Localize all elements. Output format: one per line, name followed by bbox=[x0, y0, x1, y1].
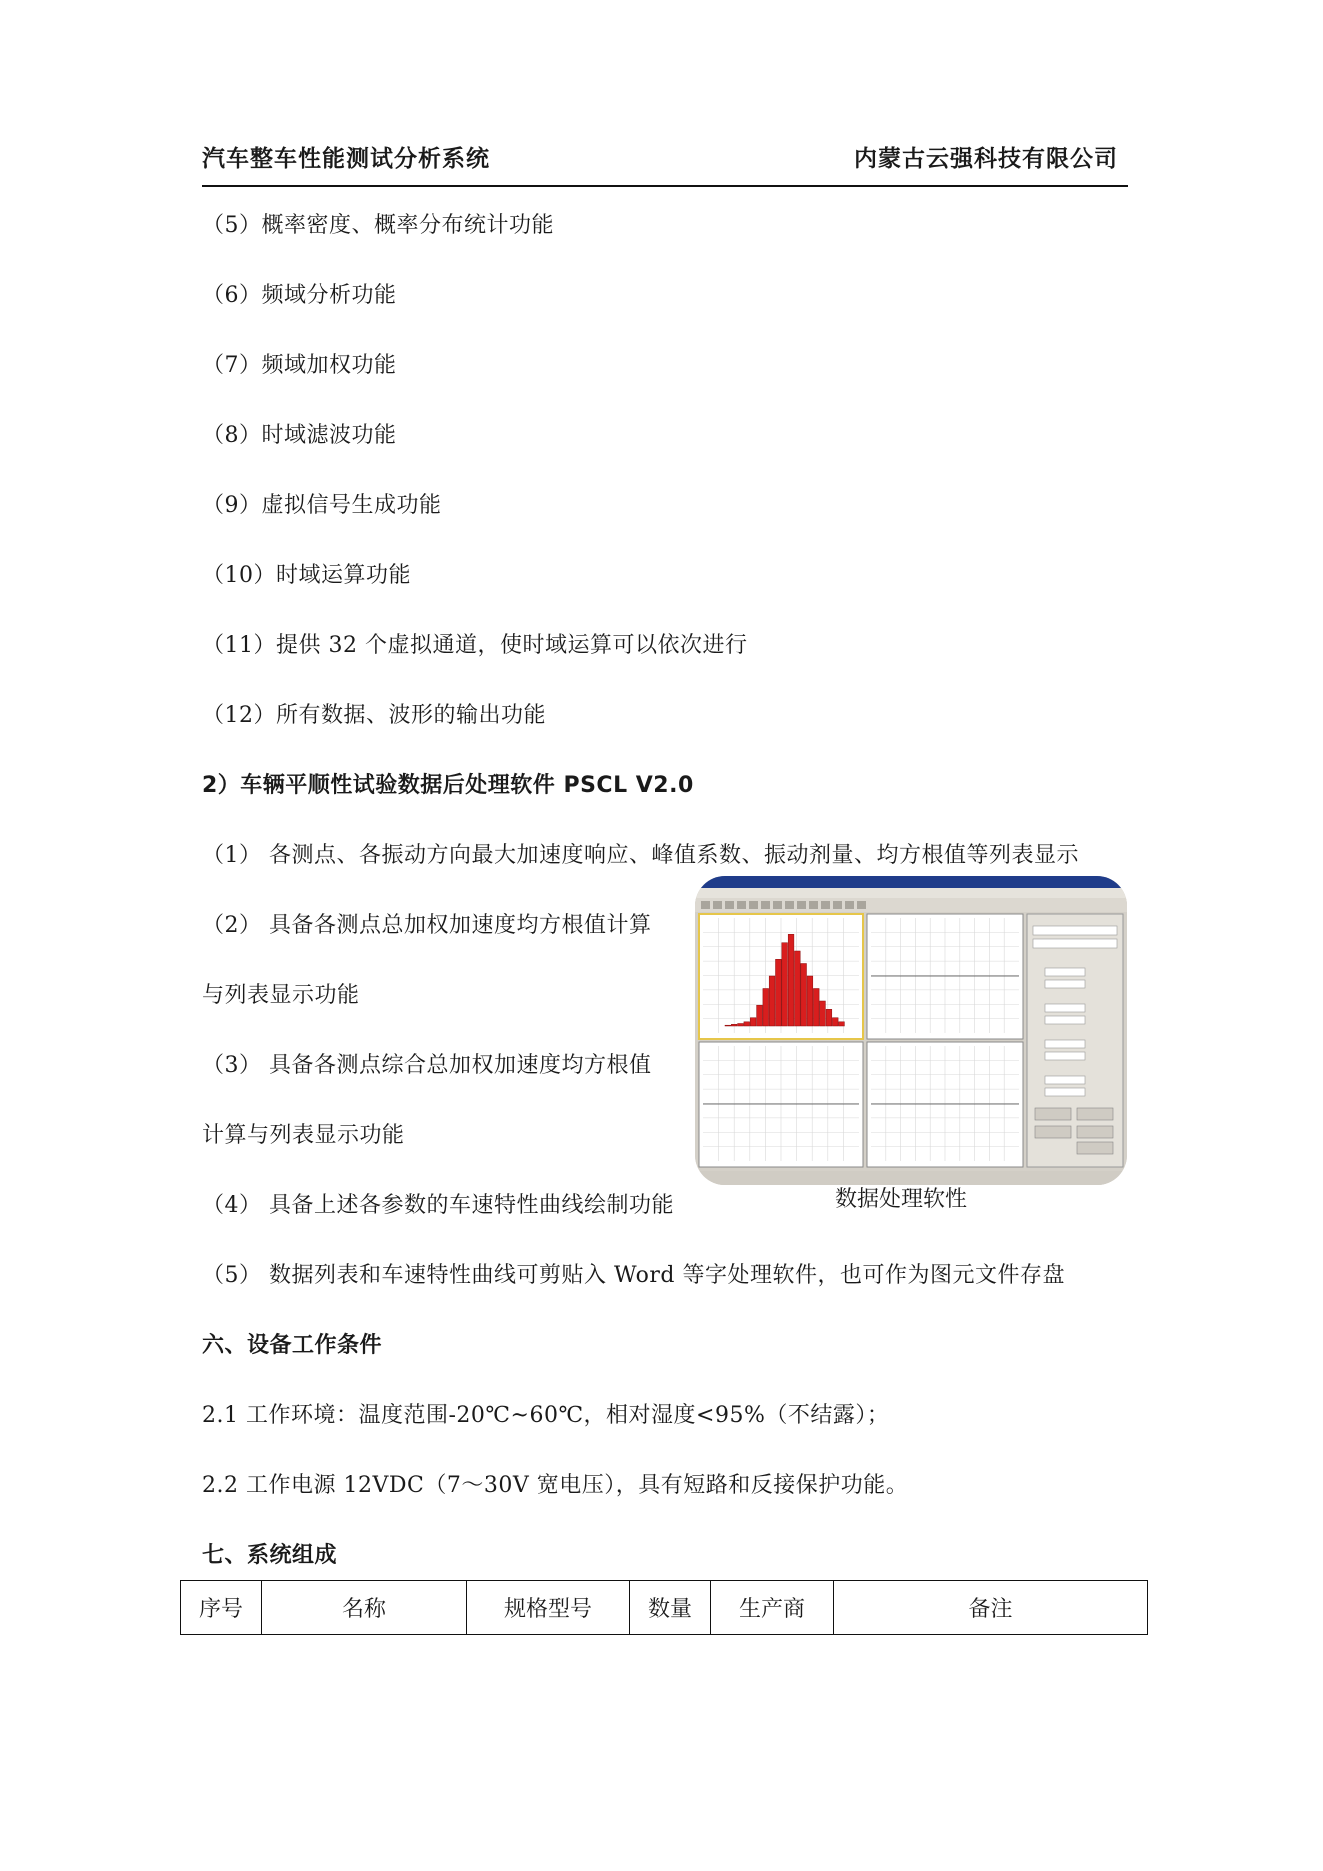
list-item: 计算与列表显示功能 bbox=[202, 1123, 405, 1148]
histogram-bar bbox=[750, 1018, 756, 1026]
histogram-bar bbox=[769, 976, 775, 1026]
histogram-bar bbox=[776, 959, 782, 1026]
histogram-bar bbox=[826, 1009, 832, 1026]
list-item: （6）频域分析功能 bbox=[202, 283, 397, 308]
software-screenshot-figure bbox=[695, 876, 1127, 1185]
table-header-row bbox=[181, 1581, 1148, 1635]
list-item: （4） 具备上述各参数的车速特性曲线绘制功能 bbox=[202, 1193, 674, 1218]
section-heading-conditions: 六、设备工作条件 bbox=[202, 1333, 383, 1358]
histogram-bar bbox=[839, 1022, 845, 1026]
table-header-cell: 备注 bbox=[834, 1581, 1148, 1635]
header-divider bbox=[202, 185, 1128, 187]
histogram-bar bbox=[807, 976, 813, 1026]
histogram-bar bbox=[731, 1024, 737, 1026]
software-screenshot-image bbox=[695, 876, 1127, 1185]
list-item: （10）时域运算功能 bbox=[202, 563, 411, 588]
list-item: （12）所有数据、波形的输出功能 bbox=[202, 703, 546, 728]
section-heading-system: 七、系统组成 bbox=[202, 1543, 338, 1568]
histogram-bar bbox=[757, 1005, 763, 1026]
table-header-cell: 规格型号 bbox=[467, 1581, 630, 1635]
histogram-bar bbox=[820, 1001, 826, 1026]
header-title: 汽车整车性能测试分析系统 bbox=[202, 146, 490, 172]
histogram-bar bbox=[801, 964, 807, 1027]
histogram-bar bbox=[795, 951, 801, 1026]
list-item: （11）提供 32 个虚拟通道，使时域运算可以依次进行 bbox=[202, 633, 748, 658]
histogram-bar bbox=[738, 1024, 744, 1027]
header-company: 内蒙古云强科技有限公司 bbox=[854, 146, 1118, 172]
list-item: （2） 具备各测点总加权加速度均方根值计算 bbox=[202, 913, 652, 938]
list-item: （1） 各测点、各振动方向最大加速度响应、峰值系数、振动剂量、均方根值等列表显示 bbox=[202, 843, 1079, 868]
list-item: （8）时域滤波功能 bbox=[202, 423, 397, 448]
list-item: 2.1 工作环境：温度范围-20℃~60℃，相对湿度<95%（不结露）； bbox=[202, 1403, 890, 1428]
histogram-bar bbox=[813, 989, 819, 1027]
list-item: 2.2 工作电源 12VDC（7～30V 宽电压），具有短路和反接保护功能。 bbox=[202, 1473, 909, 1498]
figure-caption: 数据处理软性 bbox=[835, 1187, 968, 1212]
histogram-bar bbox=[725, 1025, 731, 1026]
histogram-bar bbox=[744, 1022, 750, 1026]
section-heading-pscl: 2）车辆平顺性试验数据后处理软件 PSCL V2.0 bbox=[202, 773, 694, 798]
system-composition-table bbox=[180, 1580, 1148, 1635]
table-header-cell: 名称 bbox=[262, 1581, 467, 1635]
table-header-cell: 序号 bbox=[181, 1581, 262, 1635]
list-item: （5） 数据列表和车速特性曲线可剪贴入 Word 等字处理软件，也可作为图元文件存盘 bbox=[202, 1263, 1065, 1288]
list-item: （9）虚拟信号生成功能 bbox=[202, 493, 442, 518]
histogram-bar bbox=[763, 989, 769, 1027]
histogram-bar bbox=[832, 1018, 838, 1026]
table-header-cell: 生产商 bbox=[711, 1581, 834, 1635]
list-item: （5）概率密度、概率分布统计功能 bbox=[202, 213, 554, 238]
list-item: （7）频域加权功能 bbox=[202, 353, 397, 378]
list-item: 与列表显示功能 bbox=[202, 983, 360, 1008]
histogram-bar bbox=[782, 943, 788, 1026]
histogram-bar bbox=[788, 934, 794, 1026]
list-item: （3） 具备各测点综合总加权加速度均方根值 bbox=[202, 1053, 652, 1078]
table-header-cell: 数量 bbox=[630, 1581, 711, 1635]
